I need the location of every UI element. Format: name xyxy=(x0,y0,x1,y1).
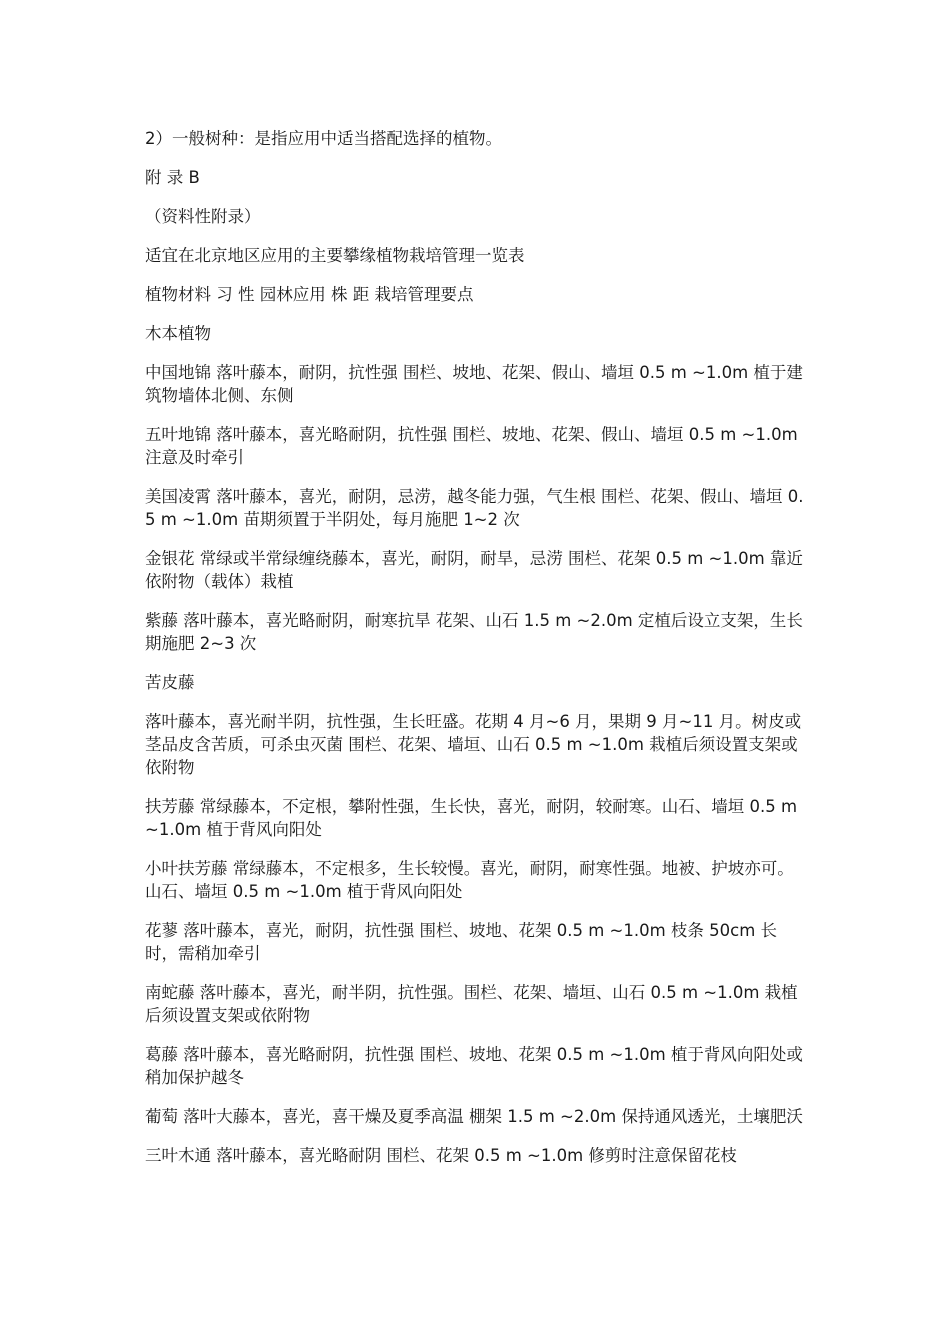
document-page xyxy=(145,127,810,1183)
entry-euonymus-fortunei: 扶芳藤 常绿藤本，不定根，攀附性强，生长快，喜光，耐阴，较耐寒。山石、墙垣 0.5 m ~1.0m 植于背风向阳处 xyxy=(145,797,798,839)
entry-grape: 葡萄 落叶大藤本，喜光，喜干燥及夏季高温 棚架 1.5 m ~2.0m 保持通风透光，土壤肥沃 xyxy=(145,1107,803,1126)
entry-polygonum: 花蓼 落叶藤本，喜光，耐阴，抗性强 围栏、坡地、花架 0.5 m ~1.0m 枝条 50cm 长时，需稍加牵引 xyxy=(145,921,778,963)
entry-celastrus-angulatus: 落叶藤本，喜光耐半阴，抗性强，生长旺盛。花期 4 月~6 月，果期 9 月~11 月。树皮或茎品皮含苦质，可杀虫灭菌 围栏、花架、墙垣、山石 0.5 m ~1.0m 栽植后须设置支架或依附物 xyxy=(145,712,802,777)
entry-akebia: 三叶木通 落叶藤本，喜光略耐阴 围栏、花架 0.5 m ~1.0m 修剪时注意保留花枝 xyxy=(145,1146,737,1165)
table-caption: 适宜在北京地区应用的主要攀缘植物栽培管理一览表 xyxy=(145,246,525,265)
entry-wisteria: 紫藤 落叶藤本，喜光略耐阴，耐寒抗旱 花架、山石 1.5 m ~2.0m 定植后设立支架，生长期施肥 2~3 次 xyxy=(145,611,803,653)
appendix-note: （资料性附录） xyxy=(145,207,261,226)
entry-honeysuckle: 金银花 常绿或半常绿缠绕藤本，喜光，耐阴，耐旱，忌涝 围栏、花架 0.5 m ~1.0m 靠近依附物（载体）栽植 xyxy=(145,549,803,591)
category-woody: 木本植物 xyxy=(145,324,211,343)
entry-chinese-ivy: 中国地锦 落叶藤本，耐阴，抗性强 围栏、坡地、花架、假山、墙垣 0.5 m ~1.0m 植于建筑物墙体北侧、东侧 xyxy=(145,363,803,405)
entry-virginia-creeper: 五叶地锦 落叶藤本，喜光略耐阴，抗性强 围栏、坡地、花架、假山、墙垣 0.5 m ~1.0m 注意及时牵引 xyxy=(145,425,798,467)
entry-celastrus-angulatus-name: 苦皮藤 xyxy=(145,673,195,692)
appendix-title: 附 录 B xyxy=(145,168,200,187)
entry-small-leaf-euonymus: 小叶扶芳藤 常绿藤本，不定根多，生长较慢。喜光，耐阴，耐寒性强。地被、护坡亦可。山石、墙垣 0.5 m ~1.0m 植于背风向阳处 xyxy=(145,859,794,901)
paragraph-general-species: 2）一般树种：是指应用中适当搭配选择的植物。 xyxy=(145,129,502,148)
table-header: 植物材料 习 性 园林应用 株 距 栽培管理要点 xyxy=(145,285,474,304)
entry-trumpet-creeper: 美国凌霄 落叶藤本，喜光，耐阴，忌涝，越冬能力强，气生根 围栏、花架、假山、墙垣 0.5 m ~1.0m 苗期须置于半阴处，每月施肥 1~2 次 xyxy=(145,487,804,529)
entry-kudzu: 葛藤 落叶藤本，喜光略耐阴，抗性强 围栏、坡地、花架 0.5 m ~1.0m 植于背风向阳处或稍加保护越冬 xyxy=(145,1045,803,1087)
entry-celastrus-orbiculatus: 南蛇藤 落叶藤本，喜光，耐半阴，抗性强。围栏、花架、墙垣、山石 0.5 m ~1.0m 栽植后须设置支架或依附物 xyxy=(145,983,798,1025)
